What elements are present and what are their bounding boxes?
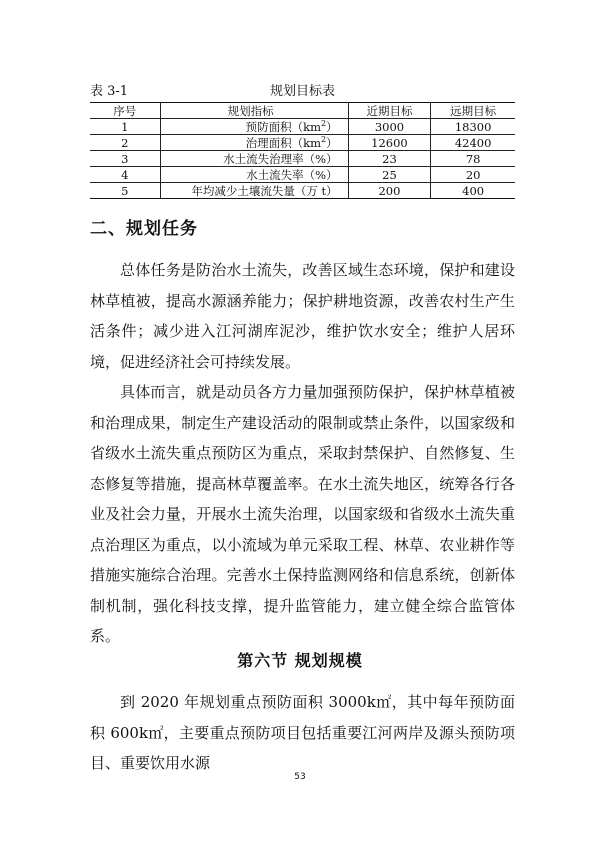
row-near-value: 200 xyxy=(348,183,431,199)
row-indicator: 预防面积$(km^2)$ xyxy=(160,119,348,135)
row-near-value: 12600 xyxy=(348,135,431,151)
row-indicator: 水土流失率（%） xyxy=(160,167,348,183)
row-indicator: 治理面积$(km^2)$ xyxy=(160,135,348,151)
table-number: 表 3-1 xyxy=(90,84,129,99)
row-far-value: 18300 xyxy=(431,119,515,135)
row-indicator: 年均减少土壤流失量（万 t） xyxy=(160,183,348,199)
page-number: 53 xyxy=(294,772,306,782)
row-far-value: 20 xyxy=(431,167,515,183)
row-indicator: 水土流失治理率（%） xyxy=(160,151,348,167)
row-far-value: 400 xyxy=(431,183,515,199)
table-row xyxy=(90,151,515,167)
table-caption xyxy=(90,80,515,100)
planning-target-table xyxy=(90,102,515,199)
header-indicator: 规划指标 xyxy=(160,103,348,119)
row-near-value: 25 xyxy=(348,167,431,183)
table-row xyxy=(90,135,515,151)
paragraph-specific-task: 具体而言，就是动员各方力量加强预防保护，保护林草植被和治理成果，制定生产建设活动的限制或禁止条件，以国家级和省级水土流失重点预防区为重点，采取封禁保护、自然修复、生态修复等措施，提高林草覆盖率。在水土流失地区，统筹各行各业及社会力量，开展水土流失治理，以国家级和省级水土流失重点治理区为重点，以小流域为单元采取工程、林草、农业耕作等措施实施综合治理。完善水土保持监测网络和信息系统，创新体制机制，强化科技支撑，提升监管能力，建立健全综合监管体系。 xyxy=(90,383,515,645)
row-near-value: 23 xyxy=(348,151,431,167)
header-near-target: 近期目标 xyxy=(348,103,431,119)
row-far-value: 42400 xyxy=(431,135,515,151)
table-row xyxy=(90,167,515,183)
table-title: 规划目标表 xyxy=(269,84,335,99)
section-heading-planning-scale: 第六节 规划规模 xyxy=(237,651,363,670)
paragraph-overall-task: 总体任务是防治水土流失，改善区域生态环境，保护和建设林草植被，提高水源涵养能力；保护耕地资源，改善农村生产生活条件；减少进入江河湖库泥沙，维护饮水安全；维护人居环境，促进经济社会可持续发展。 xyxy=(90,261,515,371)
row-far-value: 78 xyxy=(431,151,515,167)
row-index: 3 xyxy=(90,151,160,167)
table-row xyxy=(90,119,515,135)
header-far-target: 远期目标 xyxy=(431,103,515,119)
row-index: 2 xyxy=(90,135,160,151)
row-index: 4 xyxy=(90,167,160,183)
table-header-row xyxy=(90,103,515,119)
row-index: 1 xyxy=(90,119,160,135)
row-near-value: 3000 xyxy=(348,119,431,135)
header-index: 序号 xyxy=(90,103,160,119)
table-row xyxy=(90,183,515,199)
section-heading-planning-tasks: 二、规划任务 xyxy=(90,219,198,239)
row-index: 5 xyxy=(90,183,160,199)
paragraph-planning-scale: 到 2020 年规划重点预防面积 3000k㎡，其中每年预防面积 600k㎡，主要重点预防项目包括重要江河两岸及源头预防项目、重要饮用水源 xyxy=(90,693,515,772)
